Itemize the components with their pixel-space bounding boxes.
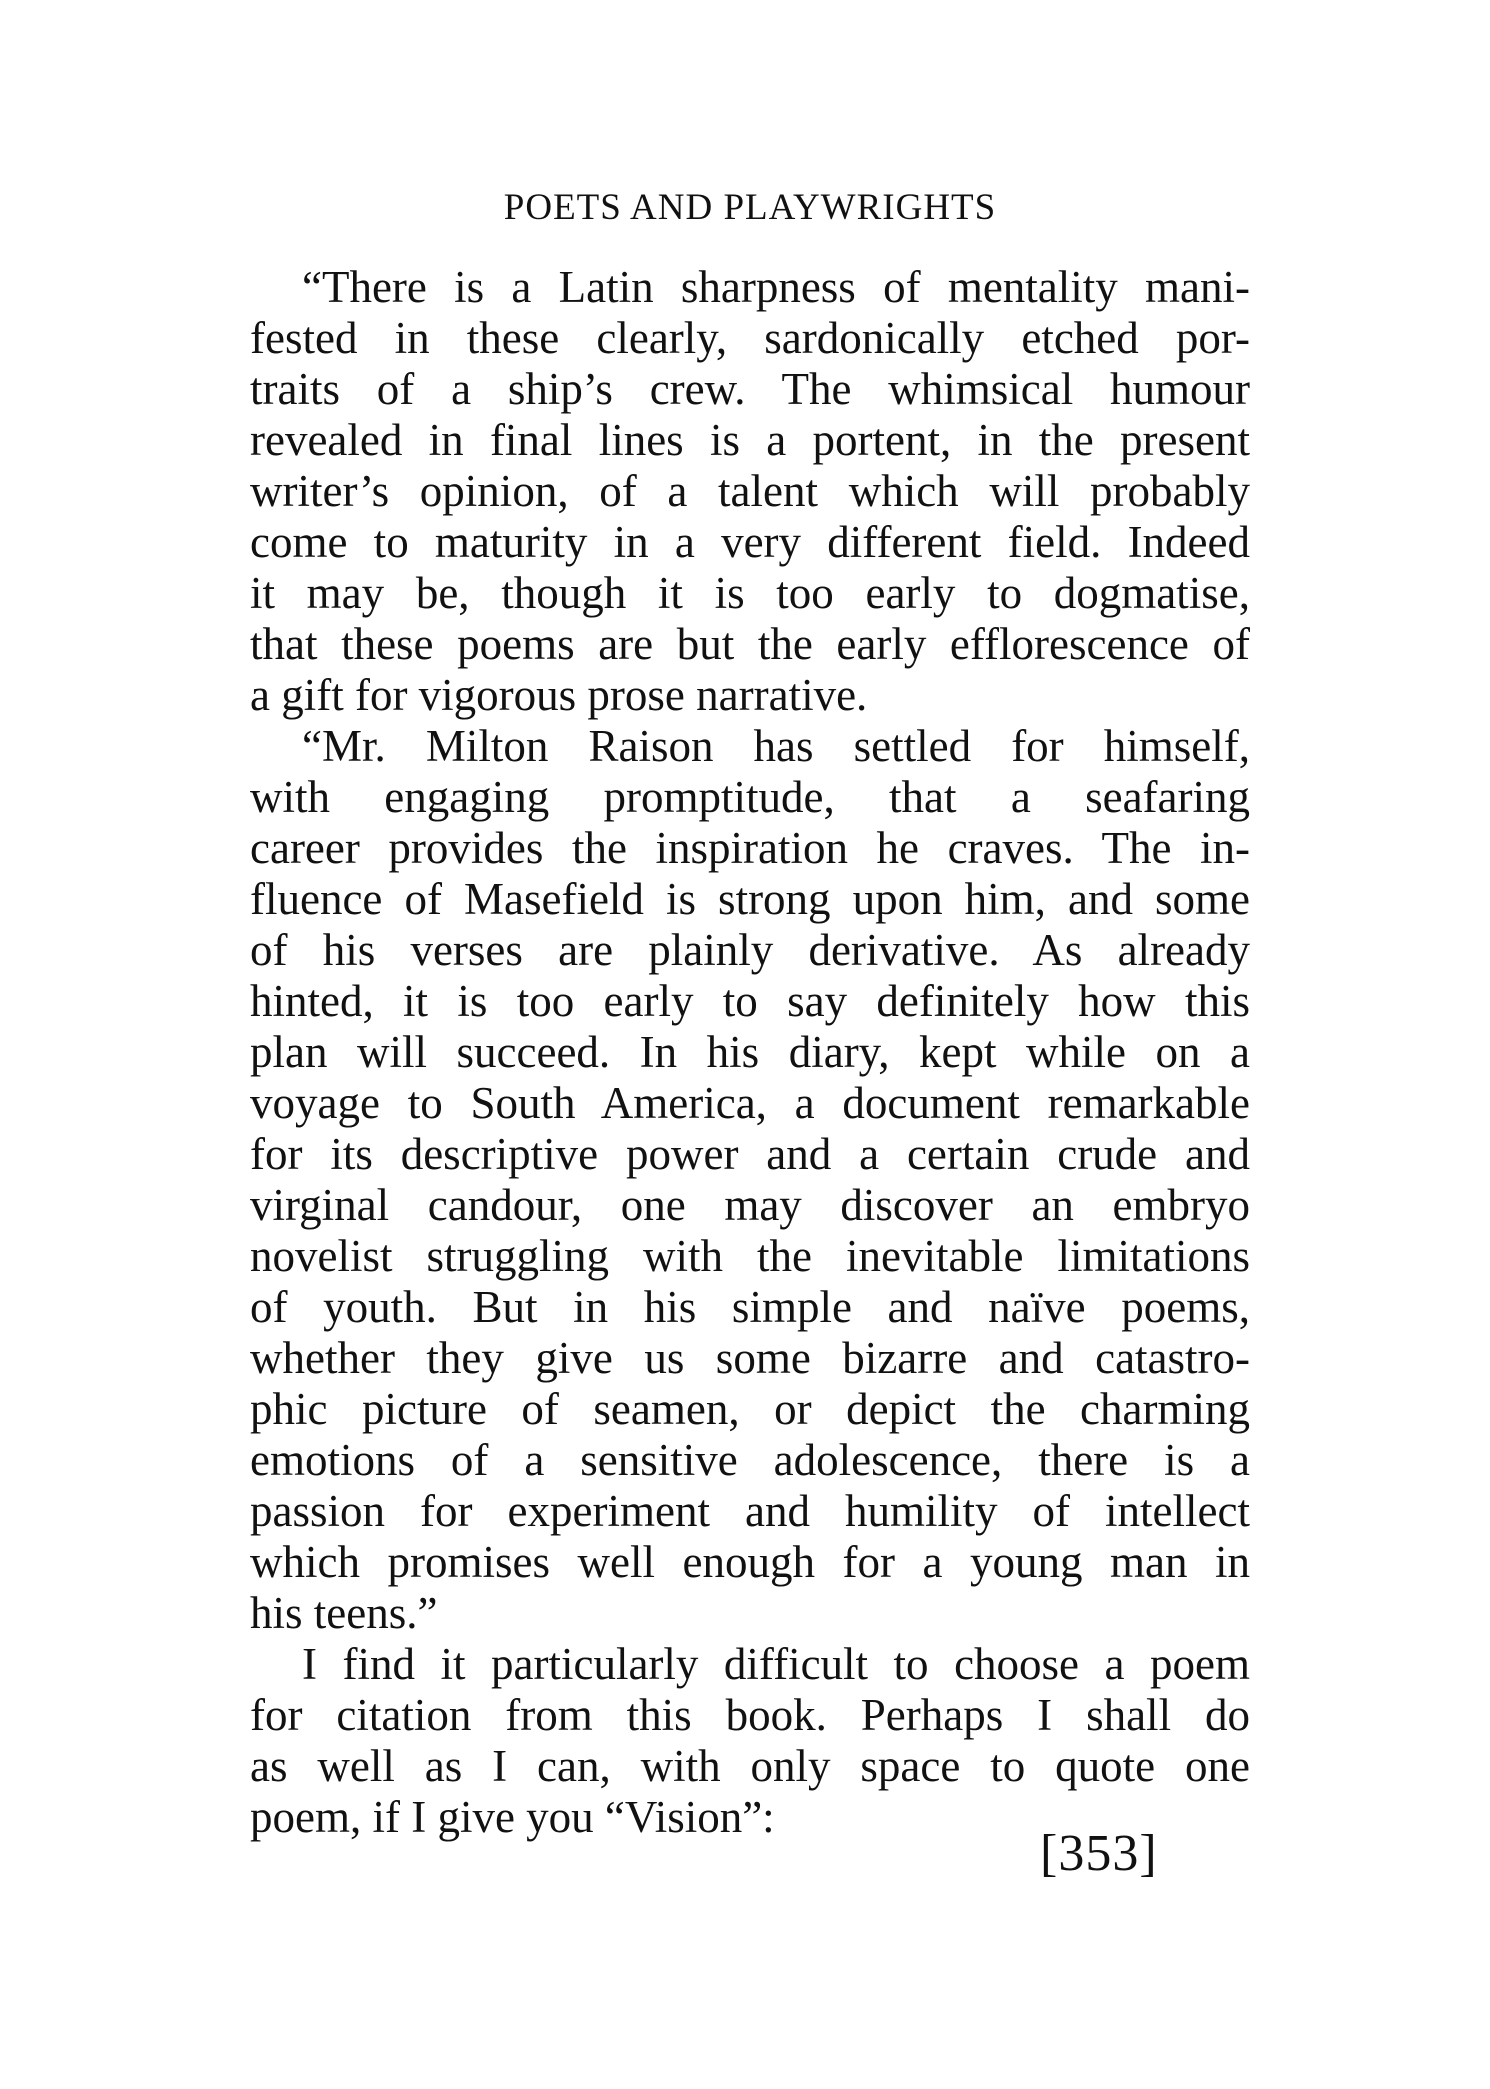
page-number: [353] xyxy=(1040,1825,1158,1882)
running-head: POETS AND PLAYWRIGHTS xyxy=(503,187,997,228)
text-line: fluence of Masefield is strong upon him, and some xyxy=(250,874,1250,924)
text-line: as well as I can, with only space to quote one xyxy=(250,1741,1250,1791)
text-line: phic picture of seamen, or depict the charming xyxy=(250,1384,1250,1434)
text-line: fested in these clearly, sardonically etched por- xyxy=(250,313,1250,363)
text-line: voyage to South America, a document remarkable xyxy=(250,1078,1250,1128)
text-line: which promises well enough for a young man in xyxy=(250,1537,1250,1587)
text-line: career provides the inspiration he craves. The in- xyxy=(250,823,1250,873)
paragraph-1 xyxy=(250,262,1250,721)
text-line: of his verses are plainly derivative. As already xyxy=(250,925,1250,975)
text-line: that these poems are but the early efflorescence of xyxy=(250,619,1250,669)
text-line: passion for experiment and humility of intellect xyxy=(250,1486,1250,1536)
text-line: traits of a ship’s crew. The whimsical humour xyxy=(250,364,1250,414)
text-line: virginal candour, one may discover an embryo xyxy=(250,1180,1250,1230)
text-line: revealed in final lines is a portent, in the present xyxy=(250,415,1250,465)
text-line: writer’s opinion, of a talent which will probably xyxy=(250,466,1250,516)
text-line: poem, if I give you “Vision”: xyxy=(250,1792,775,1842)
text-line: “There is a Latin sharpness of mentality mani- xyxy=(302,262,1250,312)
text-line: with engaging promptitude, that a seafaring xyxy=(250,772,1250,822)
text-line: plan will succeed. In his diary, kept while on a xyxy=(250,1027,1250,1077)
text-line: for citation from this book. Perhaps I shall do xyxy=(250,1690,1250,1740)
text-line: novelist struggling with the inevitable limitations xyxy=(250,1231,1250,1281)
text-line: I find it particularly difficult to choose a poem xyxy=(302,1639,1250,1689)
text-line: of youth. But in his simple and naïve poems, xyxy=(250,1282,1250,1332)
body-text xyxy=(250,262,1250,1843)
text-line: it may be, though it is too early to dogmatise, xyxy=(250,568,1250,618)
text-line: come to maturity in a very different field. Indeed xyxy=(250,517,1250,567)
text-line: whether they give us some bizarre and catastro- xyxy=(250,1333,1250,1383)
text-line: for its descriptive power and a certain crude and xyxy=(250,1129,1250,1179)
paragraph-2 xyxy=(250,721,1250,1639)
text-line: his teens.” xyxy=(250,1588,438,1638)
text-line: hinted, it is too early to say definitely how this xyxy=(250,976,1250,1026)
text-line: a gift for vigorous prose narrative. xyxy=(250,670,868,720)
text-line: “Mr. Milton Raison has settled for himself, xyxy=(302,721,1250,771)
paragraph-3 xyxy=(250,1639,1250,1843)
text-line: emotions of a sensitive adolescence, there is a xyxy=(250,1435,1250,1485)
